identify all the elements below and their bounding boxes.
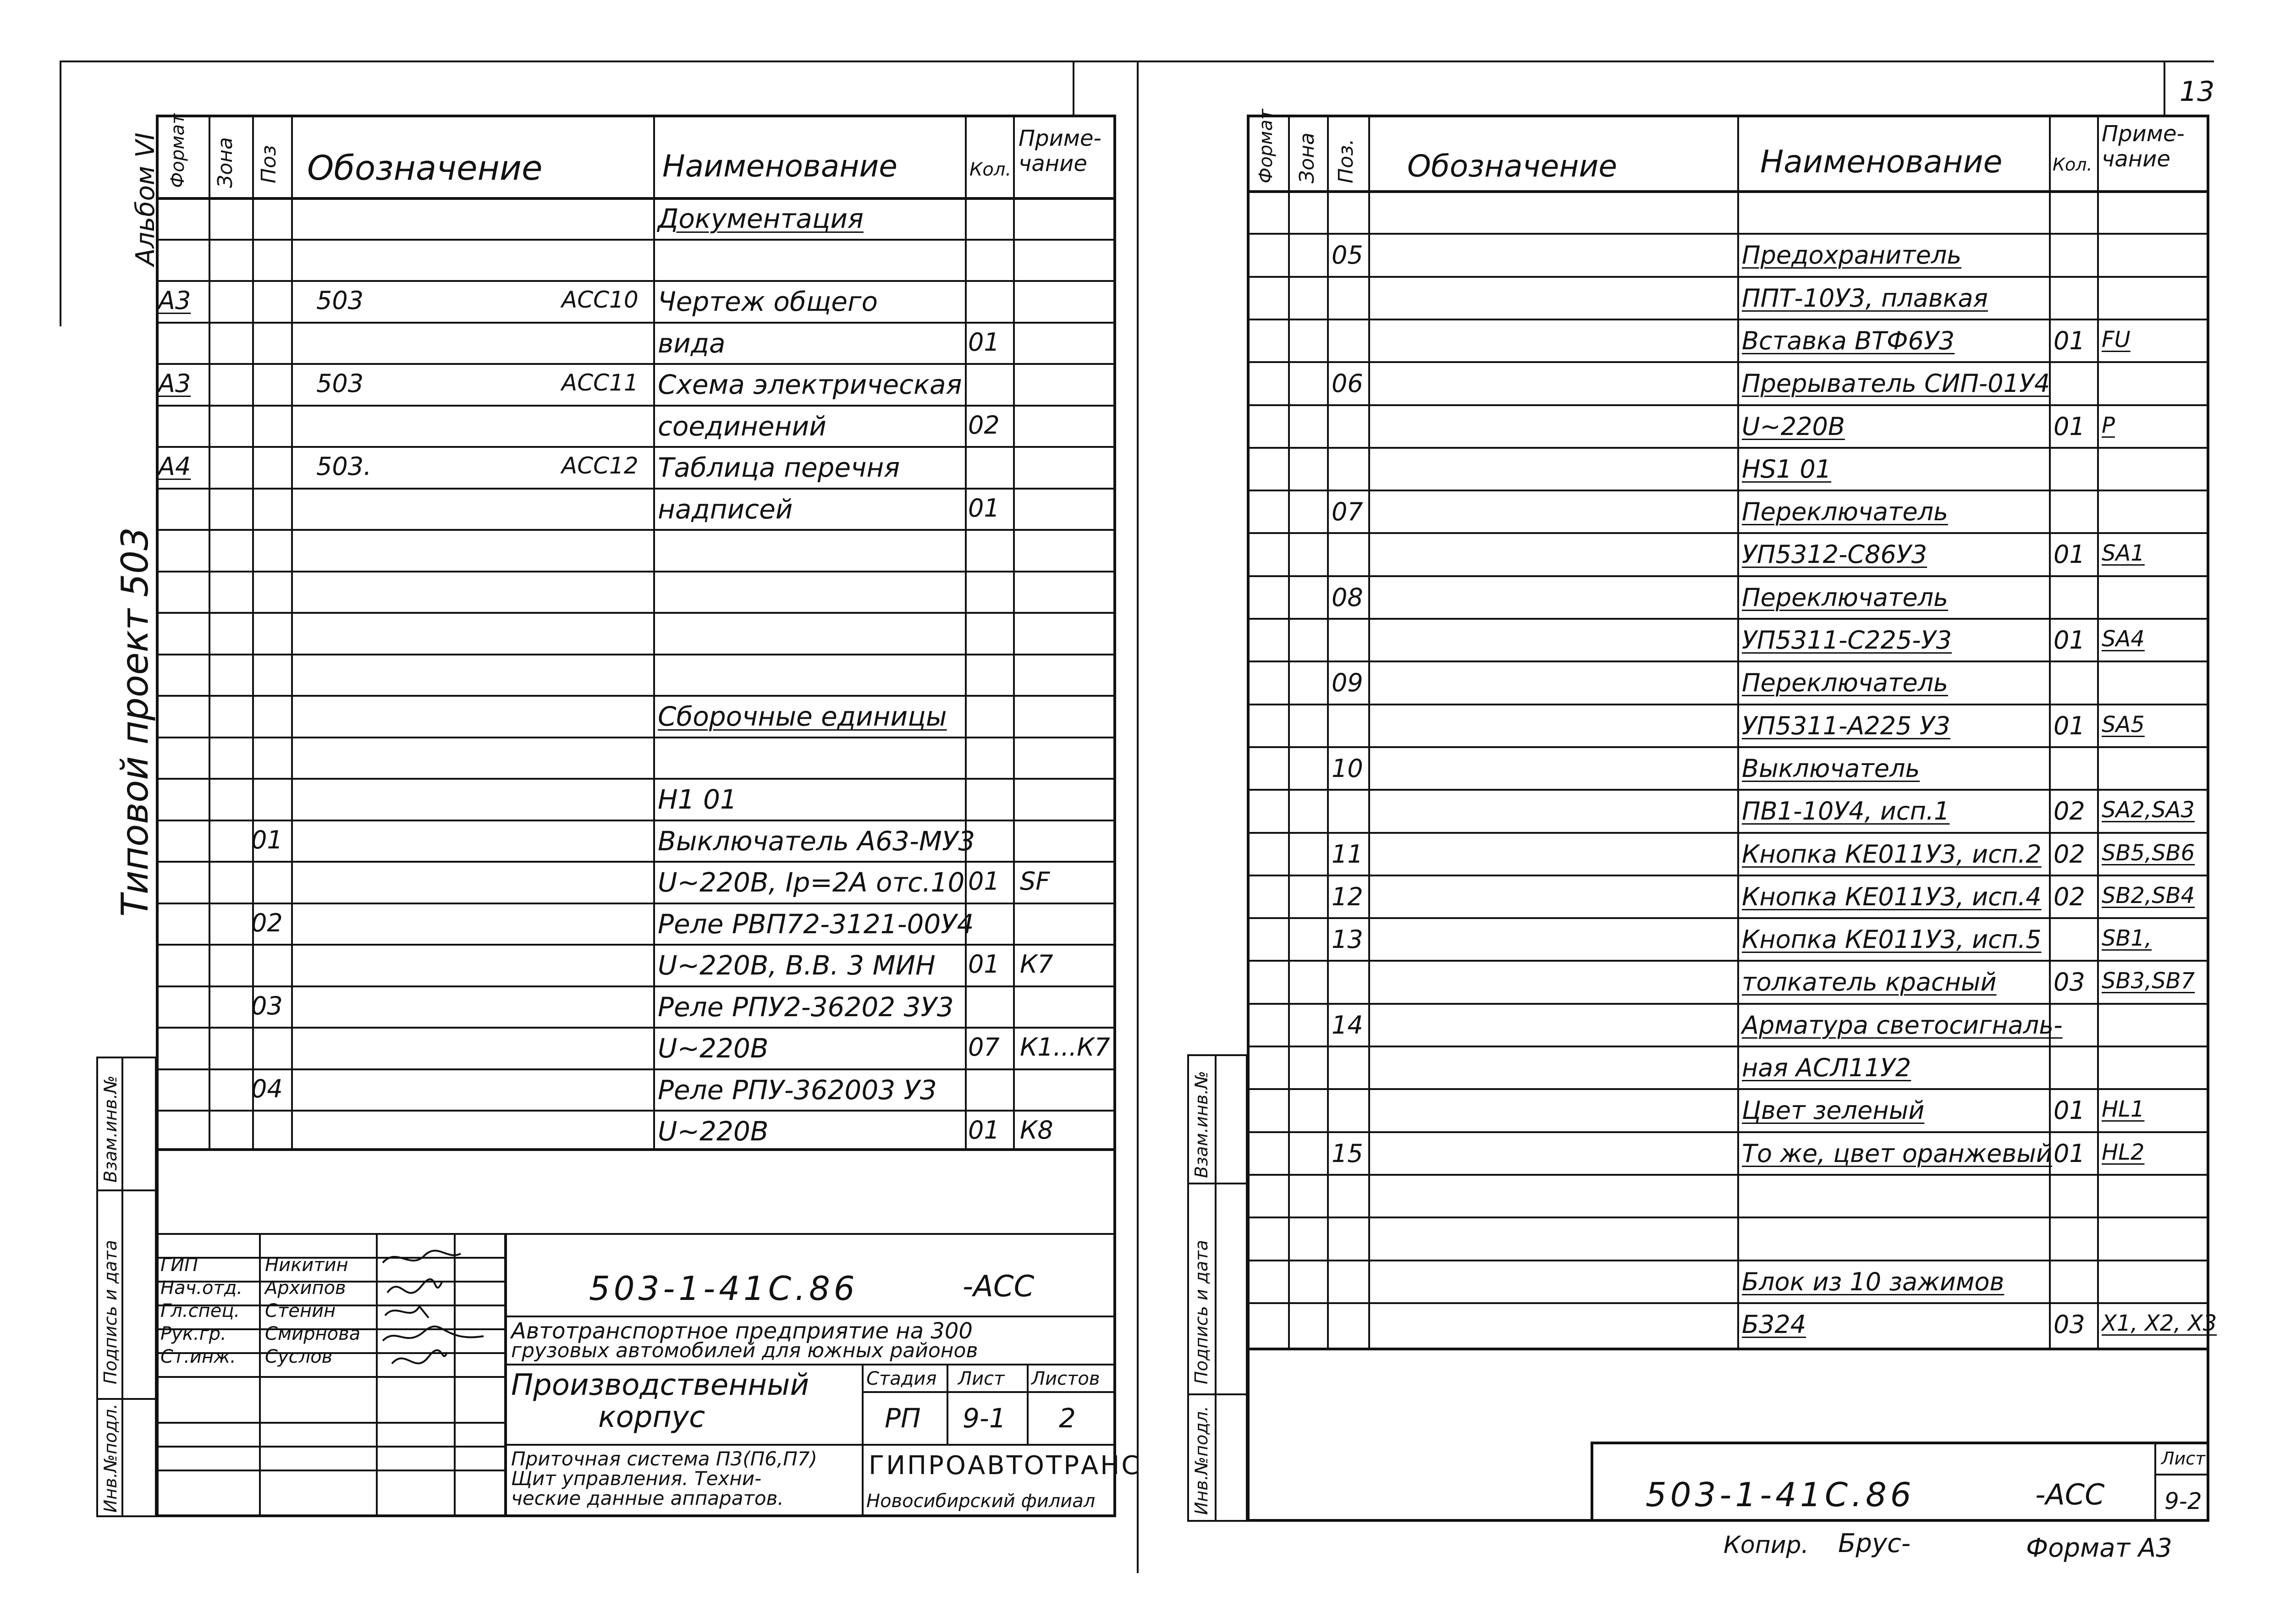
album-label: Альбом VI bbox=[131, 132, 160, 266]
left-row-format: А3 bbox=[158, 286, 191, 315]
right-row-name: Кнопка КЕ011У3, исп.2 bbox=[1742, 839, 2042, 869]
left-tb-stage-header-line bbox=[862, 1391, 1116, 1393]
right-row-line bbox=[1247, 1302, 2209, 1304]
left-row-designation-b: АСС10 bbox=[562, 286, 639, 313]
right-col-line-1 bbox=[1288, 115, 1290, 1348]
left-row-line bbox=[156, 405, 1116, 407]
right-tb-top bbox=[1247, 1348, 2209, 1350]
left-row-line bbox=[156, 654, 1116, 655]
left-row-line bbox=[156, 944, 1116, 946]
left-col-line-1 bbox=[209, 115, 210, 1148]
right-col-line-2 bbox=[1327, 115, 1329, 1348]
left-row-note: SF bbox=[1020, 867, 1050, 896]
left-row-name: U~220В bbox=[658, 1033, 769, 1064]
left-row-format: А3 bbox=[158, 369, 191, 398]
left-col-line-4 bbox=[653, 115, 655, 1148]
left-trim-line bbox=[60, 61, 61, 326]
right-row-note: SA1 bbox=[2102, 540, 2145, 567]
right-row-qty: 01 bbox=[2054, 1139, 2085, 1168]
left-row-name: Реле РПУ-362003 У3 bbox=[658, 1074, 937, 1106]
right-row-poz: 09 bbox=[1332, 668, 1363, 698]
left-sheet-top-notch bbox=[1073, 61, 1074, 116]
left-row-poz: 01 bbox=[251, 825, 283, 854]
footer-copier-signature: Брус- bbox=[1838, 1529, 1911, 1558]
left-row-line bbox=[156, 903, 1116, 904]
right-row-line bbox=[1247, 404, 2209, 406]
right-row-line bbox=[1247, 276, 2209, 278]
right-row-qty: 01 bbox=[2054, 1096, 2085, 1125]
right-row-line bbox=[1247, 490, 2209, 491]
left-col-line-6 bbox=[1013, 115, 1015, 1148]
left-row-line bbox=[156, 488, 1116, 490]
left-tb-project-2: грузовых автомобилей для южных районов bbox=[511, 1339, 978, 1362]
left-tb-person-0: Никитин bbox=[265, 1255, 348, 1276]
right-row-qty: 01 bbox=[2054, 626, 2085, 655]
left-header-zona: Зона bbox=[214, 137, 237, 188]
right-row-name: УП5311-А225 У3 bbox=[1742, 711, 1950, 740]
right-row-line bbox=[1247, 832, 2209, 834]
left-row-name: надписей bbox=[658, 493, 793, 525]
right-row-name: ППТ-10У3, плавкая bbox=[1742, 283, 1988, 313]
left-row-designation-a: 503 bbox=[316, 286, 364, 315]
left-tb-project-1: Автотранспортное предприятие на 300 bbox=[511, 1318, 973, 1344]
right-row-note: SA2,SA3 bbox=[2102, 797, 2195, 823]
left-tb-desc-3: ческие данные аппаратов. bbox=[511, 1487, 784, 1509]
left-tb-desc-2: Щит управления. Техни- bbox=[511, 1467, 762, 1490]
left-tb-stage-col-3 bbox=[1027, 1364, 1029, 1444]
footer-copied: Копир. bbox=[1723, 1531, 1809, 1559]
left-row-designation-a: 503. bbox=[316, 452, 372, 481]
left-row-qty: 01 bbox=[968, 950, 1000, 979]
left-col-line-5 bbox=[965, 115, 967, 1148]
right-row-name: Кнопка КЕ011У3, исп.5 bbox=[1742, 925, 2042, 954]
left-row-name: Сборочные единицы bbox=[658, 701, 947, 732]
right-row-name: Переключатель bbox=[1742, 583, 1948, 612]
right-row-name: Прерыватель СИП-01У4 bbox=[1742, 369, 2050, 398]
right-row-poz: 14 bbox=[1332, 1010, 1363, 1040]
right-row-name: Выключатель bbox=[1742, 754, 1920, 783]
right-podpis-data-label: Подпись и дата bbox=[1191, 1240, 1211, 1384]
right-col-line-4 bbox=[1737, 115, 1739, 1348]
left-tb-stage-col-1 bbox=[862, 1364, 864, 1444]
right-row-poz: 12 bbox=[1332, 882, 1363, 911]
right-row-poz: 07 bbox=[1332, 497, 1363, 527]
right-header-bottom bbox=[1247, 190, 2209, 193]
left-tb-suffix: -АСС bbox=[963, 1270, 1035, 1304]
right-tb-code: 503-1-41С.86 bbox=[1646, 1475, 1915, 1514]
left-row-line bbox=[156, 861, 1116, 863]
left-vzam-inv-label: Взам.инв.№ bbox=[100, 1075, 121, 1183]
right-row-line bbox=[1247, 704, 2209, 705]
left-row-qty: 01 bbox=[968, 493, 1000, 523]
left-tb-vline-4 bbox=[504, 1233, 507, 1517]
left-tb-object-2: корпус bbox=[598, 1400, 705, 1434]
right-row-name: Переключатель bbox=[1742, 497, 1948, 527]
right-header-qty: Кол. bbox=[2053, 154, 2092, 175]
right-row-qty: 01 bbox=[2054, 540, 2085, 569]
right-header-format: Формат bbox=[1255, 109, 1277, 183]
right-vzam-inv-label: Взам.инв.№ bbox=[1191, 1071, 1211, 1178]
right-header-zona: Зона bbox=[1295, 132, 1319, 183]
left-tb-desc-1: Приточная система П3(П6,П7) bbox=[511, 1448, 817, 1470]
left-row-note: К7 bbox=[1020, 950, 1053, 979]
right-row-line bbox=[1247, 447, 2209, 449]
right-row-qty: 03 bbox=[2054, 1310, 2085, 1339]
left-tb-vline-1 bbox=[259, 1233, 261, 1517]
right-tb-sheet: 9-2 bbox=[2164, 1488, 2202, 1514]
right-row-line bbox=[1247, 1046, 2209, 1047]
left-row-qty: 01 bbox=[968, 1116, 1000, 1145]
left-tb-grid-line bbox=[156, 1446, 504, 1448]
left-row-name: U~220В, Iр=2А отс.10 bbox=[658, 867, 965, 898]
right-row-qty: 01 bbox=[2054, 412, 2085, 441]
left-titleblock-row bbox=[156, 1233, 1116, 1235]
right-header-note: Приме-чание bbox=[2102, 121, 2185, 172]
left-row-line bbox=[156, 1027, 1116, 1029]
right-row-line bbox=[1247, 960, 2209, 962]
right-row-poz: 08 bbox=[1332, 583, 1363, 612]
right-row-name: ПВ1-10У4, исп.1 bbox=[1742, 797, 1950, 826]
right-margin-strip-row2 bbox=[1187, 1393, 1248, 1395]
right-row-line bbox=[1247, 575, 2209, 577]
left-row-name: H1 01 bbox=[658, 784, 737, 815]
left-row-name: Чертеж общего bbox=[658, 286, 878, 317]
left-row-line bbox=[156, 571, 1116, 573]
left-tb-role-1: Нач.отд. bbox=[160, 1277, 243, 1299]
left-tb-sheets: 2 bbox=[1059, 1403, 1076, 1434]
left-margin-strip-divider bbox=[121, 1057, 123, 1517]
right-row-poz: 06 bbox=[1332, 369, 1363, 398]
signature-scribbles bbox=[378, 1242, 493, 1416]
left-row-name: Реле РВП72-3121-00У4 bbox=[658, 908, 974, 940]
right-row-name: Предохранитель bbox=[1742, 241, 1962, 270]
left-row-line bbox=[156, 695, 1116, 697]
left-tb-role-2: Гл.спец. bbox=[160, 1300, 240, 1321]
right-row-qty: 02 bbox=[2054, 839, 2085, 869]
right-row-line bbox=[1247, 618, 2209, 620]
right-row-name: Цвет зеленый bbox=[1742, 1096, 1925, 1125]
right-row-line bbox=[1247, 1088, 2209, 1090]
left-tb-project-row-bottom bbox=[504, 1364, 1116, 1365]
left-row-line bbox=[156, 985, 1116, 987]
left-row-line bbox=[156, 778, 1116, 780]
page-number-box-side bbox=[2164, 61, 2165, 115]
left-tb-person-3: Смирнова bbox=[265, 1323, 361, 1344]
right-row-poz: 10 bbox=[1332, 754, 1363, 783]
right-tb-sheet-line bbox=[2154, 1474, 2209, 1475]
right-row-line bbox=[1247, 1260, 2209, 1261]
right-row-line bbox=[1247, 1131, 2209, 1133]
left-row-line bbox=[156, 322, 1116, 324]
right-row-note: P bbox=[2102, 412, 2115, 438]
right-row-line bbox=[1247, 319, 2209, 320]
right-row-note: HL1 bbox=[2102, 1096, 2145, 1123]
right-row-qty: 02 bbox=[2054, 882, 2085, 911]
left-header-format: Формат bbox=[167, 113, 188, 188]
left-row-line bbox=[156, 529, 1116, 531]
left-row-qty: 01 bbox=[968, 327, 1000, 357]
left-inv-podl-label: Инв.№подл. bbox=[100, 1403, 121, 1513]
right-col-line-3 bbox=[1368, 115, 1370, 1348]
right-row-note: SB3,SB7 bbox=[2102, 968, 2195, 994]
left-row-name: соединений bbox=[658, 410, 826, 442]
left-tb-grid-line bbox=[156, 1422, 504, 1424]
left-tb-role-4: Ст.инж. bbox=[160, 1346, 236, 1367]
left-podpis-data-label: Подпись и дата bbox=[100, 1240, 121, 1384]
right-row-qty: 01 bbox=[2054, 326, 2085, 355]
left-row-name: Документация bbox=[658, 203, 864, 234]
right-row-line bbox=[1247, 875, 2209, 876]
left-row-qty: 01 bbox=[968, 867, 1000, 896]
left-header-designation: Обозначение bbox=[307, 149, 543, 188]
right-row-poz: 11 bbox=[1332, 839, 1363, 869]
right-row-name: То же, цвет оранжевый bbox=[1742, 1139, 2052, 1168]
left-margin-strip-row1 bbox=[96, 1189, 157, 1191]
right-row-name: Кнопка КЕ011У3, исп.4 bbox=[1742, 882, 2042, 911]
left-row-designation-a: 503 bbox=[316, 369, 364, 398]
right-row-line bbox=[1247, 789, 2209, 791]
right-col-line-6 bbox=[2097, 115, 2099, 1348]
right-row-line bbox=[1247, 1217, 2209, 1218]
left-row-name: U~220В bbox=[658, 1116, 769, 1147]
right-row-qty: 01 bbox=[2054, 711, 2085, 740]
left-margin-strip-row2 bbox=[96, 1398, 157, 1400]
left-tb-org: ГИПРОАВТОТРАНС bbox=[869, 1451, 1141, 1481]
right-row-note: SA5 bbox=[2102, 711, 2145, 738]
left-tb-vline-2 bbox=[376, 1233, 378, 1517]
left-row-name: Реле РПУ2-36202 3У3 bbox=[658, 991, 954, 1023]
left-row-qty: 02 bbox=[968, 410, 1000, 440]
left-row-poz: 03 bbox=[251, 991, 283, 1020]
right-row-name: Блок из 10 зажимов bbox=[1742, 1267, 2004, 1296]
right-row-poz: 13 bbox=[1332, 925, 1363, 954]
right-tb-sheet-col bbox=[2154, 1442, 2156, 1522]
left-tb-code: 503-1-41С.86 bbox=[589, 1269, 859, 1308]
right-margin-strip-divider bbox=[1215, 1054, 1217, 1522]
right-row-note: X1, X2, X3 bbox=[2102, 1310, 2217, 1336]
right-row-line bbox=[1247, 1003, 2209, 1005]
left-tb-stage: РП bbox=[885, 1403, 921, 1434]
right-row-name: УП5312-С86У3 bbox=[1742, 540, 1927, 569]
project-label: Типовой проект 503 bbox=[114, 527, 156, 917]
left-header-poz: Поз bbox=[257, 145, 281, 183]
left-tb-role-3: Рук.гр. bbox=[160, 1323, 226, 1344]
right-row-name: толкатель красный bbox=[1742, 968, 1997, 997]
right-header-designation: Обозначение bbox=[1407, 149, 1617, 184]
right-row-name: Переключатель bbox=[1742, 668, 1948, 698]
left-tb-sheet-header: Лист bbox=[958, 1368, 1005, 1389]
footer-format: Формат А3 bbox=[2026, 1533, 2172, 1563]
right-row-note: SB2,SB4 bbox=[2102, 882, 2195, 908]
left-tb-org-col bbox=[862, 1444, 864, 1517]
right-row-note: SA4 bbox=[2102, 626, 2145, 652]
left-row-format: А4 bbox=[158, 452, 191, 481]
right-row-line bbox=[1247, 361, 2209, 363]
right-row-line bbox=[1247, 661, 2209, 662]
right-row-qty: 02 bbox=[2054, 797, 2085, 826]
left-tb-object-1: Производственный bbox=[511, 1368, 809, 1402]
left-row-line bbox=[156, 612, 1116, 614]
left-row-name: вида bbox=[658, 327, 726, 359]
left-row-note: К8 bbox=[1020, 1116, 1053, 1145]
left-row-qty: 07 bbox=[968, 1033, 1000, 1062]
right-margin-strip-row1 bbox=[1187, 1183, 1248, 1184]
left-row-name: Выключатель А63-МУ3 bbox=[658, 825, 975, 857]
left-header-bottom bbox=[156, 197, 1116, 200]
left-row-line bbox=[156, 446, 1116, 448]
left-header-name: Наименование bbox=[662, 149, 897, 184]
left-tb-sheets-header: Листов bbox=[1031, 1368, 1100, 1389]
left-tb-person-1: Архипов bbox=[265, 1277, 346, 1299]
left-tb-sheet: 9-1 bbox=[963, 1403, 1006, 1434]
right-row-qty: 03 bbox=[2054, 968, 2085, 997]
right-row-line bbox=[1247, 1174, 2209, 1176]
left-row-name: Схема электрическая bbox=[658, 369, 962, 400]
right-row-name: Арматура светосигналь- bbox=[1742, 1010, 2063, 1040]
right-row-poz: 05 bbox=[1332, 241, 1363, 270]
left-row-poz: 02 bbox=[251, 908, 283, 937]
right-inv-podl-label: Инв.№подл. bbox=[1191, 1405, 1211, 1515]
right-tb-sheet-header: Лист bbox=[2161, 1448, 2206, 1469]
left-tb-person-2: Стенин bbox=[265, 1300, 336, 1321]
left-row-line bbox=[156, 363, 1116, 365]
right-row-note: HL2 bbox=[2102, 1139, 2145, 1165]
left-tb-stage-col-2 bbox=[947, 1364, 948, 1444]
left-titleblock-top bbox=[156, 1148, 1116, 1151]
right-row-name: Вставка ВТФ6У3 bbox=[1742, 326, 1955, 355]
left-tb-code-row-bottom bbox=[504, 1316, 1116, 1317]
left-row-line bbox=[156, 280, 1116, 282]
left-row-line bbox=[156, 239, 1116, 241]
left-tb-person-4: Суслов bbox=[265, 1346, 333, 1367]
right-row-line bbox=[1247, 746, 2209, 748]
center-trim-line bbox=[1137, 61, 1139, 1573]
left-header-note: Приме-чание bbox=[1019, 126, 1101, 177]
right-row-note: SB5,SB6 bbox=[2102, 840, 2195, 866]
right-header-poz: Поз. bbox=[1334, 138, 1358, 183]
right-row-line bbox=[1247, 233, 2209, 235]
left-row-line bbox=[156, 820, 1116, 821]
right-row-note: FU bbox=[2102, 326, 2131, 352]
left-row-line bbox=[156, 1110, 1116, 1112]
left-row-designation-b: АСС11 bbox=[562, 369, 639, 396]
left-row-note: К1...К7 bbox=[1020, 1033, 1110, 1062]
right-row-note: SB1, bbox=[2102, 925, 2152, 952]
left-row-line bbox=[156, 1068, 1116, 1070]
right-row-name: HS1 01 bbox=[1742, 454, 1832, 484]
left-tb-stage-header: Стадия bbox=[866, 1368, 937, 1389]
left-tb-grid-line bbox=[156, 1470, 504, 1471]
left-row-line bbox=[156, 737, 1116, 738]
right-row-name: U~220В bbox=[1742, 412, 1845, 441]
left-row-name: U~220В, В.В. 3 МИН bbox=[658, 950, 936, 981]
left-header-qty: Кол. bbox=[969, 159, 1012, 180]
left-row-designation-b: АСС12 bbox=[562, 452, 639, 479]
right-row-line bbox=[1247, 532, 2209, 534]
right-row-name: УП5311-С225-У3 bbox=[1742, 626, 1952, 655]
left-tb-object-row-bottom bbox=[504, 1444, 1116, 1446]
right-tb-suffix: -АСС bbox=[2035, 1478, 2105, 1511]
left-tb-branch: Новосибирский филиал bbox=[866, 1491, 1096, 1512]
right-header-name: Наименование bbox=[1760, 144, 2003, 180]
right-row-name: Б324 bbox=[1742, 1310, 1806, 1339]
left-row-name: Таблица перечня bbox=[658, 452, 900, 483]
right-row-poz: 15 bbox=[1332, 1139, 1363, 1168]
right-row-name: ная АСЛ11У2 bbox=[1742, 1053, 1911, 1082]
left-row-poz: 04 bbox=[251, 1074, 283, 1103]
right-row-line bbox=[1247, 917, 2209, 919]
page-number: 13 bbox=[2180, 76, 2215, 108]
left-col-line-3 bbox=[291, 115, 293, 1148]
left-tb-role-0: ГИП bbox=[160, 1255, 198, 1276]
